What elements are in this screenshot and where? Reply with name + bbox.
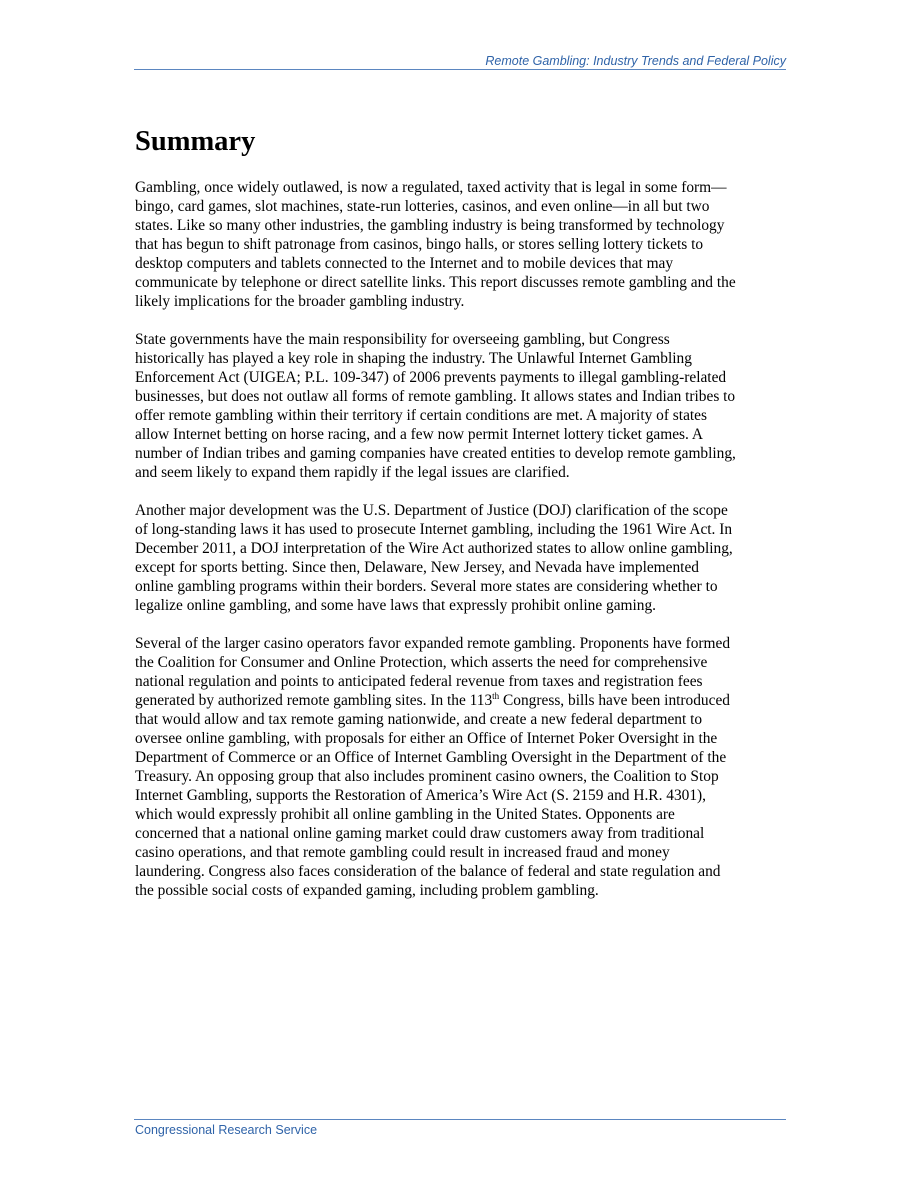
footer-organization: Congressional Research Service xyxy=(135,1123,318,1137)
summary-paragraph-1: Gambling, once widely outlawed, is now a regulated, taxed activity that is legal in some form— bingo, card games, slot machines, state-run lotteries, casinos, and even online—in all but two states. Like so many other industries, the gambling industry is being transformed by technology that has begun to shift patronage from casinos, bingo halls, or stores selling lottery tickets to desktop computers and tablets connected to the Internet and to mobile devices that may communicate by telephone or direct satellite links. This report discusses remote gambling and the likely implications for the broader gambling industry. xyxy=(135,179,736,310)
ordinal-superscript: th xyxy=(492,690,500,701)
header-divider xyxy=(134,69,786,70)
summary-paragraph-2: State governments have the main responsibility for overseeing gambling, but Congress historically has played a key role in shaping the industry. The Unlawful Internet Gambling Enforcement Act (UIGEA; P.L. 109-347) of 2006 prevents payments to illegal gambling-related businesses, but does not outlaw all forms of remote gambling. It allows states and Indian tribes to offer remote gambling within their territory if certain conditions are met. A majority of states allow Internet betting on horse racing, and a few now permit Internet lottery ticket games. A number of Indian tribes and gaming companies have created entities to develop remote gambling, and seem likely to expand them rapidly if the legal issues are clarified. xyxy=(135,331,736,481)
summary-paragraph-4 xyxy=(135,634,787,900)
page-title: Summary xyxy=(135,126,256,157)
paragraph-4-text-end: Congress, bills have been introduced that would allow and tax remote gaming nationwide, and create a new federal department to oversee online gambling, with proposals for either an Office of Internet Poker Oversight in the Department of Commerce or an Office of Internet Gambling Oversight in the Department of the Treasury. An opposing group that also includes prominent casino owners, the Coalition to Stop Internet Gambling, supports the Restoration of America’s Wire Act (S. 2159 and H.R. 4301), which would expressly prohibit all online gambling in the United States. Opponents are concerned that a national online gaming market could draw customers away from traditional casino operations, and that remote gambling could result in increased fraud and money laundering. Congress also faces consideration of the balance of federal and state regulation and the possible social costs of expanded gaming, including problem gambling. xyxy=(135,692,730,899)
summary-body xyxy=(135,178,787,919)
paragraph-4-text-start: Several of the larger casino operators favor expanded remote gambling. Proponents have formed the Coalition for Consumer and Online Protection, which asserts the need for comprehensive national regulation and points to anticipated federal revenue from taxes and registration fees generated by authorized remote gambling sites. In the 113 xyxy=(135,635,731,709)
summary-paragraph-3: Another major development was the U.S. Department of Justice (DOJ) clarification of the scope of long-standing laws it has used to prosecute Internet gambling, including the 1961 Wire Act. In December 2011, a DOJ interpretation of the Wire Act authorized states to allow online gambling, except for sports betting. Since then, Delaware, New Jersey, and Nevada have implemented online gambling programs within their borders. Several more states are considering whether to legalize online gambling, and some have laws that expressly prohibit online gaming. xyxy=(135,502,733,614)
footer-divider xyxy=(134,1119,786,1120)
running-header: Remote Gambling: Industry Trends and Federal Policy xyxy=(485,54,786,68)
